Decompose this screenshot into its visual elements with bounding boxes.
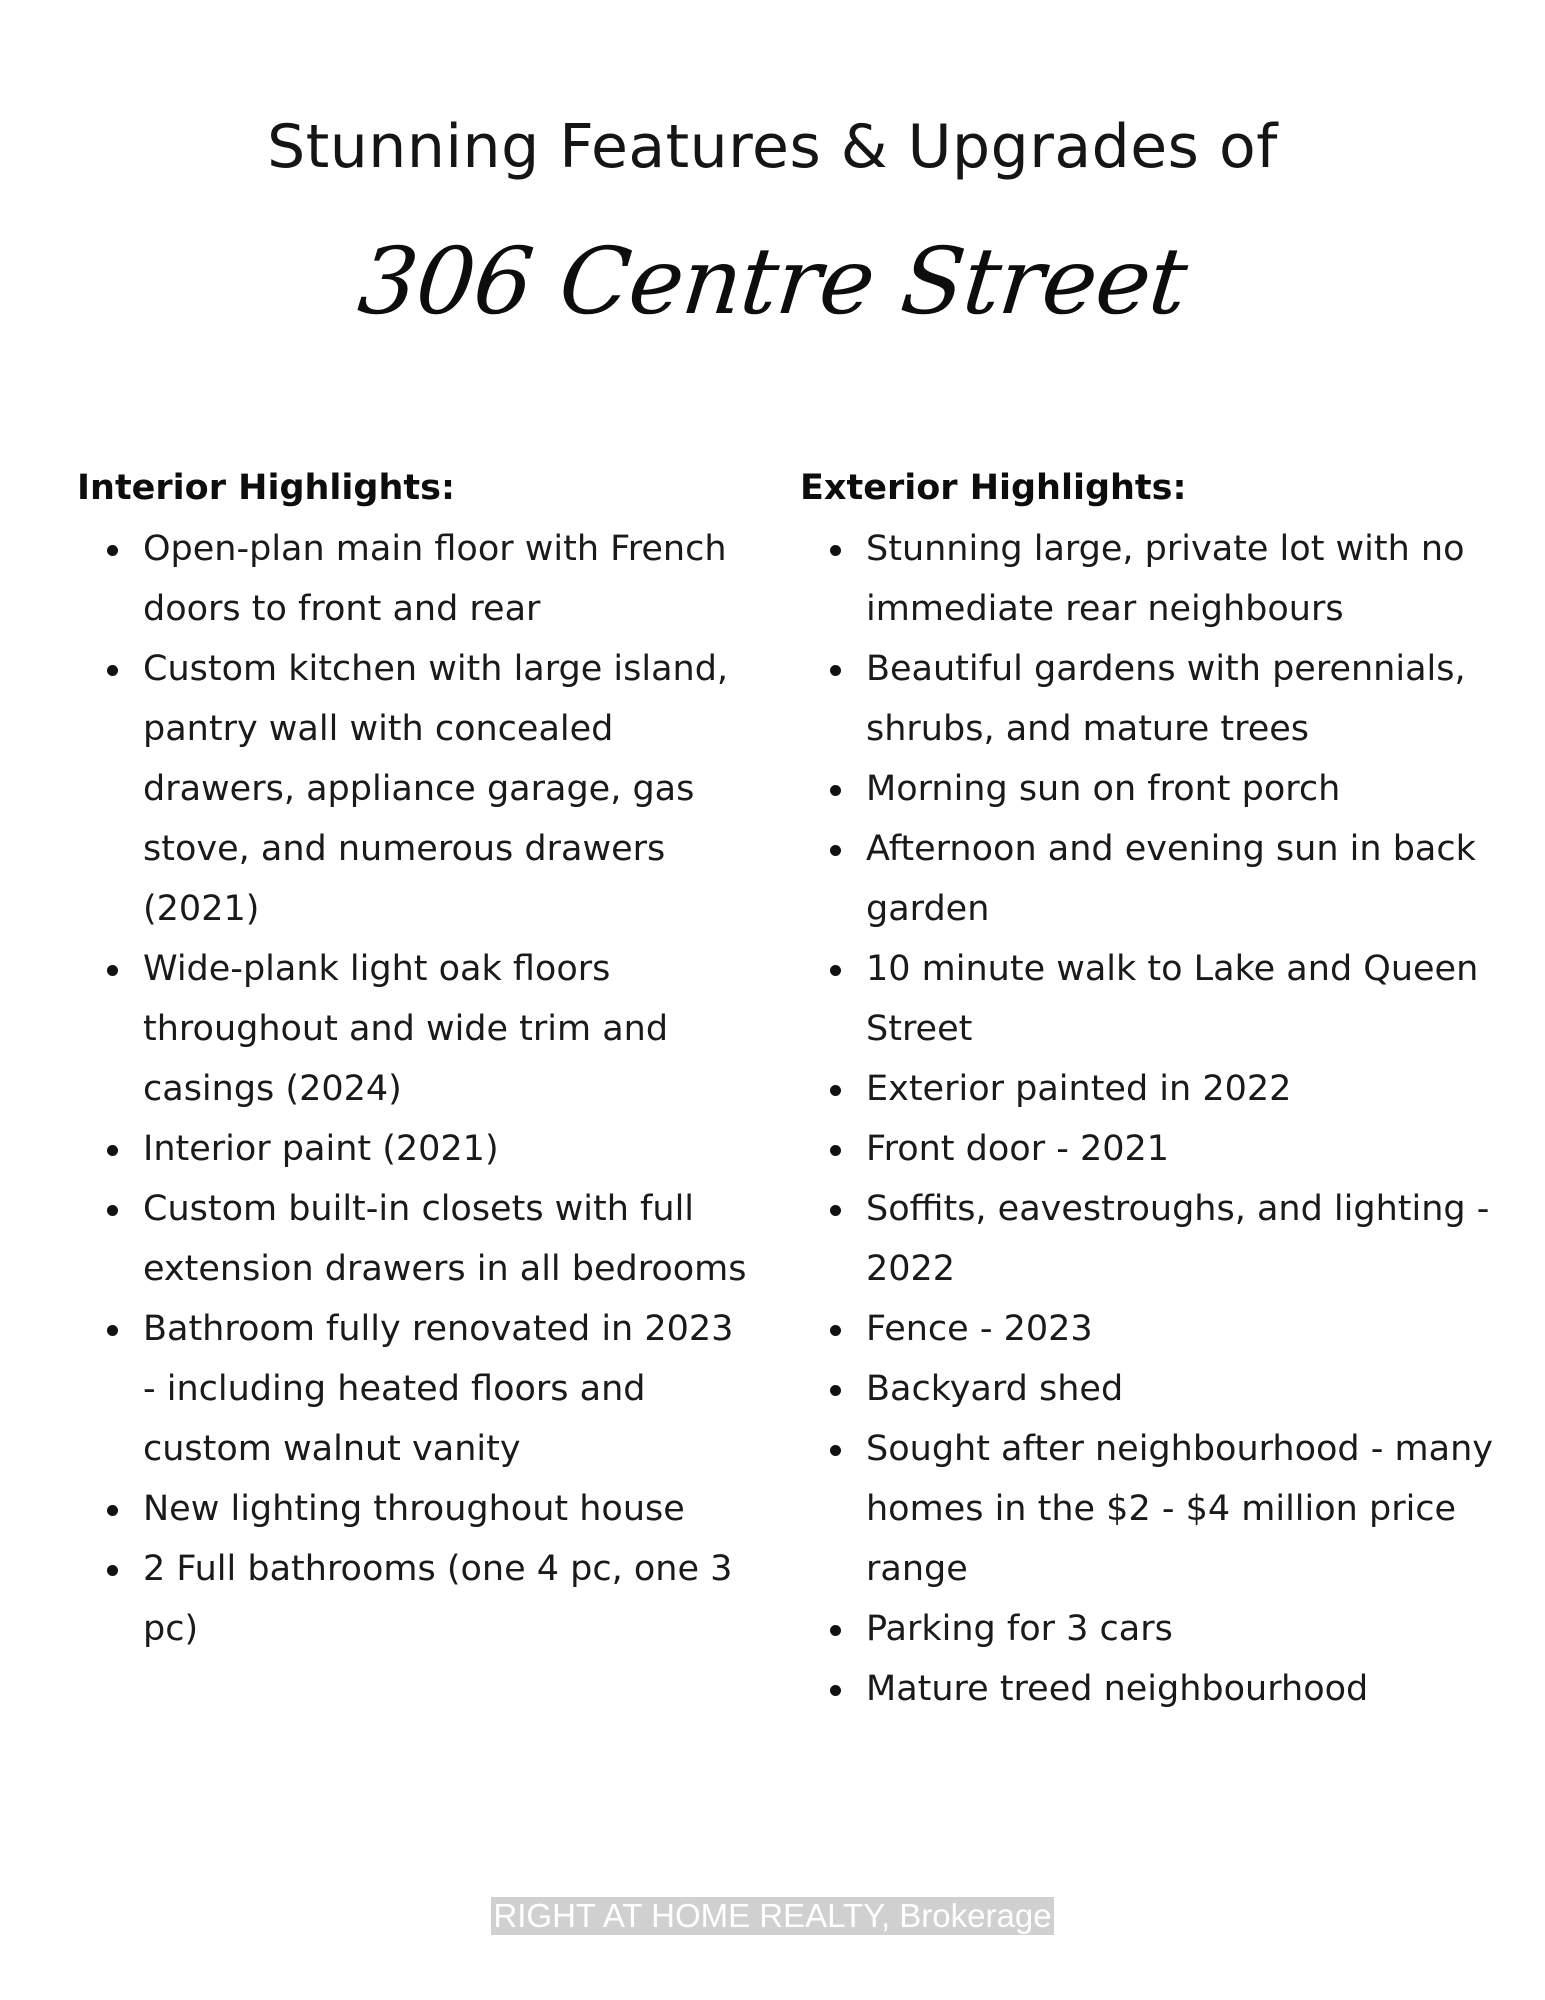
list-item-text: Bathroom fully renovated in 2023 - including heated floors and custom walnut vanity xyxy=(143,1309,734,1469)
list-item xyxy=(800,639,1500,759)
bullet-icon xyxy=(107,1205,118,1216)
list-item xyxy=(800,519,1500,639)
bullet-icon xyxy=(830,965,841,976)
bullet-icon xyxy=(830,1085,841,1096)
bullet-icon xyxy=(830,1445,841,1456)
brokerage-watermark-text: RIGHT AT HOME REALTY, Brokerage xyxy=(493,1897,1052,1934)
list-item xyxy=(800,759,1500,819)
bullet-icon xyxy=(830,545,841,556)
list-item-text: Sought after neighbourhood - many homes in the $2 - $4 million price range xyxy=(866,1429,1493,1589)
list-item xyxy=(77,519,747,639)
list-item xyxy=(800,819,1500,939)
list-item xyxy=(77,1479,747,1539)
list-item xyxy=(77,939,747,1119)
list-item-text: Open-plan main floor with French doors to front and rear xyxy=(143,529,727,629)
list-item-text: Mature treed neighbourhood xyxy=(866,1669,1369,1709)
list-item-text: Morning sun on front porch xyxy=(866,769,1341,809)
list-item xyxy=(77,1299,747,1479)
bullet-icon xyxy=(830,1145,841,1156)
list-item-text: Backyard shed xyxy=(866,1369,1124,1409)
interior-highlights-list xyxy=(77,519,747,1659)
list-item-text: Custom kitchen with large island, pantry wall with concealed drawers, appliance garage, gas stove, and numerous drawers (2021) xyxy=(143,649,729,929)
bullet-icon xyxy=(830,1685,841,1696)
bullet-icon xyxy=(830,785,841,796)
bullet-icon xyxy=(830,1625,841,1636)
bullet-icon xyxy=(107,965,118,976)
list-item-text: Custom built-in closets with full extension drawers in all bedrooms xyxy=(143,1189,747,1289)
list-item-text: Wide-plank light oak floors throughout and wide trim and casings (2024) xyxy=(143,949,669,1109)
list-item-text: Front door - 2021 xyxy=(866,1129,1170,1169)
interior-highlights-section xyxy=(77,463,747,1659)
list-item-text: 10 minute walk to Lake and Queen Street xyxy=(866,949,1479,1049)
exterior-highlights-section xyxy=(800,463,1500,1719)
list-item-text: Afternoon and evening sun in back garden xyxy=(866,829,1476,929)
list-item-text: Interior paint (2021) xyxy=(143,1129,499,1169)
list-item xyxy=(77,1179,747,1299)
list-item xyxy=(800,1059,1500,1119)
bullet-icon xyxy=(107,665,118,676)
list-item xyxy=(800,1179,1500,1299)
list-item xyxy=(77,1539,747,1659)
bullet-icon xyxy=(107,545,118,556)
bullet-icon xyxy=(830,845,841,856)
list-item xyxy=(800,1299,1500,1359)
list-item-text: New lighting throughout house xyxy=(143,1489,685,1529)
list-item-text: Beautiful gardens with perennials, shrubs, and mature trees xyxy=(866,649,1466,749)
list-item xyxy=(800,1599,1500,1659)
list-item xyxy=(800,1419,1500,1599)
exterior-highlights-heading: Exterior Highlights: xyxy=(800,468,1187,508)
list-item xyxy=(800,1659,1500,1719)
list-item xyxy=(77,1119,747,1179)
list-item-text: 2 Full bathrooms (one 4 pc, one 3 pc) xyxy=(143,1549,733,1649)
list-item-text: Fence - 2023 xyxy=(866,1309,1093,1349)
bullet-icon xyxy=(830,1385,841,1396)
list-item-text: Soffits, eavestroughs, and lighting - 2022 xyxy=(866,1189,1490,1289)
list-item-text: Parking for 3 cars xyxy=(866,1609,1173,1649)
bullet-icon xyxy=(830,1325,841,1336)
brokerage-watermark xyxy=(0,1897,1545,1935)
property-address-heading: 306 Centre Street xyxy=(353,228,1192,335)
exterior-highlights-list xyxy=(800,519,1500,1719)
page-title: Stunning Features & Upgrades of xyxy=(267,112,1278,182)
bullet-icon xyxy=(107,1565,118,1576)
interior-highlights-heading: Interior Highlights: xyxy=(77,468,455,508)
list-item-text: Exterior painted in 2022 xyxy=(866,1069,1292,1109)
list-item xyxy=(800,1359,1500,1419)
bullet-icon xyxy=(830,665,841,676)
bullet-icon xyxy=(107,1325,118,1336)
list-item xyxy=(800,939,1500,1059)
list-item xyxy=(77,639,747,939)
bullet-icon xyxy=(830,1205,841,1216)
list-item xyxy=(800,1119,1500,1179)
bullet-icon xyxy=(107,1145,118,1156)
bullet-icon xyxy=(107,1505,118,1516)
list-item-text: Stunning large, private lot with no immediate rear neighbours xyxy=(866,529,1465,629)
